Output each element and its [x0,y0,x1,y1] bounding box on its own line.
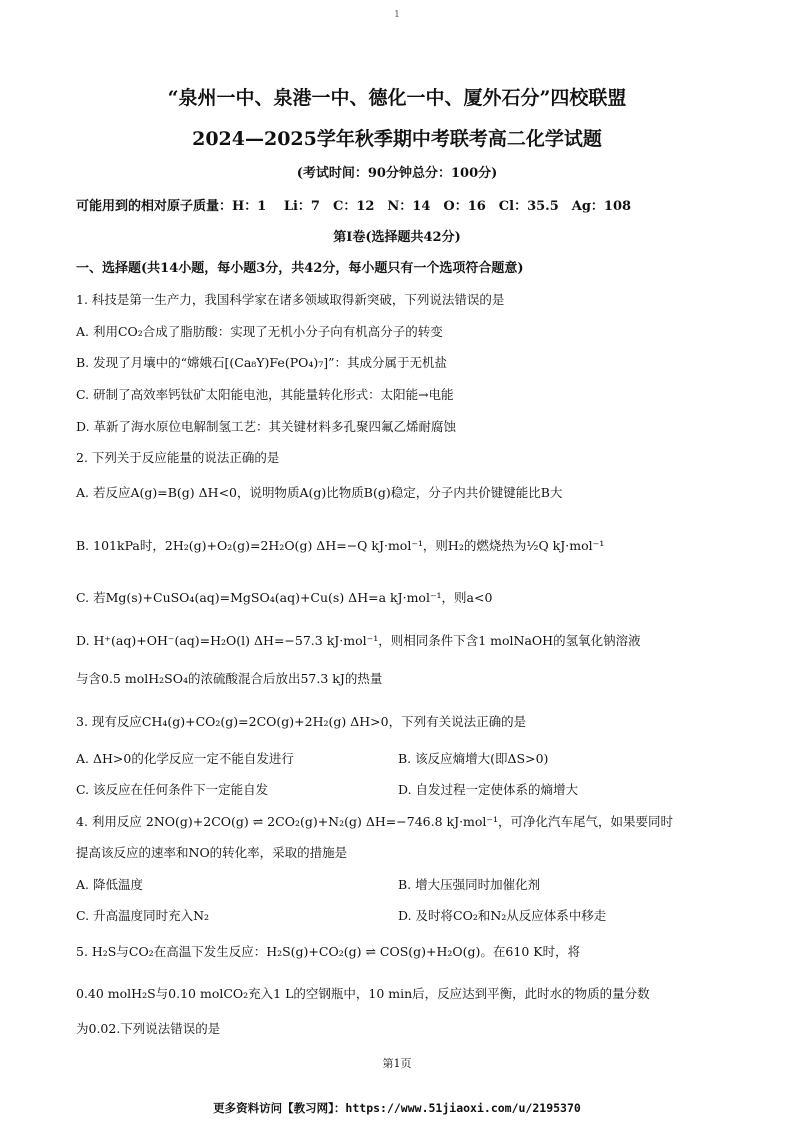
exam-title-line1: “泉州一中、泉港一中、德化一中、厦外石分”四校联盟 [167,87,627,109]
q4-option-b: B. 增大压强同时加催化剂 [398,877,541,892]
q1-option-b: B. 发现了月壤中的“嫦娥石[(Ca₈Y)Fe(PO₄)₇]”：其成分属于无机盐 [76,355,448,370]
footer-resource-link[interactable]: 更多资料访问【教习网】：https://www.51jiaoxi.com/u/2195370 [213,1101,581,1115]
q3-option-d: D. 自发过程一定使体系的熵增大 [398,782,579,797]
q1-option-a: A. 利用CO₂合成了脂肪酸：实现了无机小分子向有机高分子的转变 [76,324,443,339]
q5-stem-line3: 为0.02.下列说法错误的是 [76,1021,221,1036]
section-title: 一、选择题(共14小题，每小题3分，共42分，每小题只有一个选项符合题意) [76,261,524,276]
exam-info: (考试时间：90分钟总分：100分) [296,166,498,181]
q5-stem-line2: 0.40 molH₂S与0.10 molCO₂充入1 L的空钢瓶中，10 min后，反应达到平衡，此时水的物质的量分数 [76,986,650,1001]
q2-option-d-line1: D. H⁺(aq)+OH⁻(aq)=H₂O(l) ΔH=−57.3 kJ·mol⁻¹，则相同条件下含1 molNaOH的氢氧化钠溶液 [76,633,641,648]
q2-option-b: B. 101kPa时，2H₂(g)+O₂(g)=2H₂O(g) ΔH=−Q kJ·mol⁻¹，则H₂的燃烧热为½Q kJ·mol⁻¹ [76,538,605,553]
q3-option-c: C. 该反应在任何条件下一定能自发 [76,782,269,797]
q2-option-a: A. 若反应A(g)=B(g) ΔH<0，说明物质A(g)比物质B(g)稳定，分子内共价键键能比B大 [76,485,563,500]
page-number: 第1页 [382,1057,412,1070]
q4-option-c: C. 升高温度同时充入N₂ [76,908,210,923]
q4-stem-line1: 4. 利用反应 2NO(g)+2CO(g) ⇌ 2CO₂(g)+N₂(g) ΔH=−746.8 kJ·mol⁻¹，可净化汽车尾气，如果要同时 [76,814,674,829]
exam-title-line2: 2024—2025学年秋季期中考联考高二化学试题 [192,128,602,150]
q1-option-d: D. 革新了海水原位电解制氢工艺：其关键材料多孔聚四氟乙烯耐腐蚀 [76,419,457,434]
q3-option-b: B. 该反应熵增大(即ΔS>0) [398,751,549,766]
q4-option-d: D. 及时将CO₂和N₂从反应体系中移走 [398,908,607,923]
q2-option-d-line2: 与含0.5 molH₂SO₄的浓硫酸混合后放出57.3 kJ的热量 [76,671,383,686]
q4-stem-line2: 提高该反应的速率和NO的转化率，采取的措施是 [76,845,348,860]
q4-option-a: A. 降低温度 [76,877,143,892]
atomic-masses: 可能用到的相对原子质量：H：1 Li：7 C：12 N：14 O：16 Cl：35.5 Ag：108 [76,199,632,214]
q1-option-c: C. 研制了高效率钙钛矿太阳能电池，其能量转化形式：太阳能→电能 [76,387,454,402]
volume-title: 第Ⅰ卷(选择题共42分) [333,230,461,245]
q5-stem-line1: 5. H₂S与CO₂在高温下发生反应：H₂S(g)+CO₂(g) ⇌ COS(g)+H₂O(g)。在610 K时，将 [76,944,581,959]
q1-stem: 1. 科技是第一生产力，我国科学家在诸多领域取得新突破，下列说法错误的是 [76,292,505,307]
q3-stem: 3. 现有反应CH₄(g)+CO₂(g)=2CO(g)+2H₂(g) ΔH>0，下列有关说法正确的是 [76,714,527,729]
top-mark: 1 [394,10,400,20]
q2-option-c: C. 若Mg(s)+CuSO₄(aq)=MgSO₄(aq)+Cu(s) ΔH=a kJ·mol⁻¹，则a<0 [76,590,493,605]
q3-option-a: A. ΔH>0的化学反应一定不能自发进行 [76,751,294,766]
q2-stem: 2. 下列关于反应能量的说法正确的是 [76,450,280,465]
